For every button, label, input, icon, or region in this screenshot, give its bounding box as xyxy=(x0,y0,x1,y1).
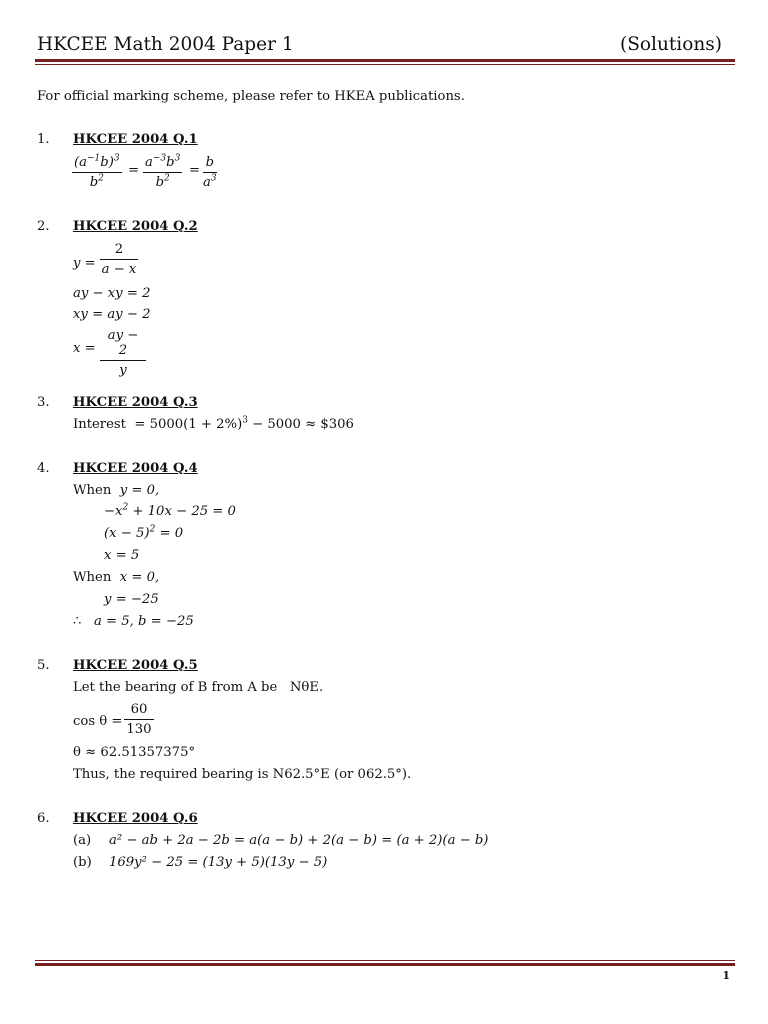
q6-part-a-label: (a) xyxy=(73,833,92,848)
q4-when-x: When x = 0, xyxy=(73,570,160,585)
question-title: HKCEE 2004 Q.4 xyxy=(73,461,198,476)
q4-equation-4: y = −25 xyxy=(104,592,159,607)
q6-part-b-label: (b) xyxy=(73,855,92,870)
q5-bearing-line: Let the bearing of B from A be NθE. xyxy=(73,680,324,695)
question-number: 6. xyxy=(37,811,50,826)
page-title: HKCEE Math 2004 Paper 1 xyxy=(37,34,294,55)
header-rule-thick xyxy=(35,59,735,62)
question-number: 5. xyxy=(37,658,50,673)
q3-interest-line: Interest = $5000(1 + 2\%)^3 - 5000$ ≈ $306 xyxy=(73,415,354,432)
q2-equation-2: ay − xy = 2 xyxy=(73,286,151,301)
question-title: HKCEE 2004 Q.2 xyxy=(73,219,198,234)
question-title: HKCEE 2004 Q.1 xyxy=(73,132,198,147)
question-number: 3. xyxy=(37,395,50,410)
question-number: 1. xyxy=(37,132,50,147)
q4-when-y: When y = 0, xyxy=(73,483,160,498)
header-rule-thin xyxy=(35,64,735,65)
question-title: HKCEE 2004 Q.6 xyxy=(73,811,198,826)
q5-conclusion: Thus, the required bearing is N62.5°E (or 062.5°). xyxy=(73,767,412,782)
question-title: HKCEE 2004 Q.5 xyxy=(73,658,198,673)
question-number: 4. xyxy=(37,461,50,476)
q2-equation-3: xy = ay − 2 xyxy=(73,307,151,322)
question-title: HKCEE 2004 Q.3 xyxy=(73,395,198,410)
header-solutions-label: (Solutions) xyxy=(620,34,722,55)
q5-theta: θ ≈ 62.51357375° xyxy=(73,745,196,760)
therefore-icon: ∴ xyxy=(73,614,82,629)
q6-part-b-expr: 169y² − 25 = (13y + 5)(13y − 5) xyxy=(109,855,328,870)
question-number: 2. xyxy=(37,219,50,234)
footer-rule-thin xyxy=(35,960,735,961)
q6-part-a-expr: a² − ab + 2a − 2b = a(a − b) + 2(a − b) = (a + 2)(a − b) xyxy=(109,833,489,848)
footer-rule-thick xyxy=(35,963,735,966)
q4-equation-3: x = 5 xyxy=(104,548,140,563)
q4-result: ∴ a = 5, b = −25 xyxy=(73,614,194,629)
q4-equation-2: $(x - 5)^2 = 0$ xyxy=(104,524,184,541)
q4-equation-1: $-x^2 + 10x - 25 = 0$ xyxy=(104,502,236,519)
page-number: 1 xyxy=(722,969,730,982)
intro-text: For official marking scheme, please refer to HKEA publications. xyxy=(37,89,465,104)
